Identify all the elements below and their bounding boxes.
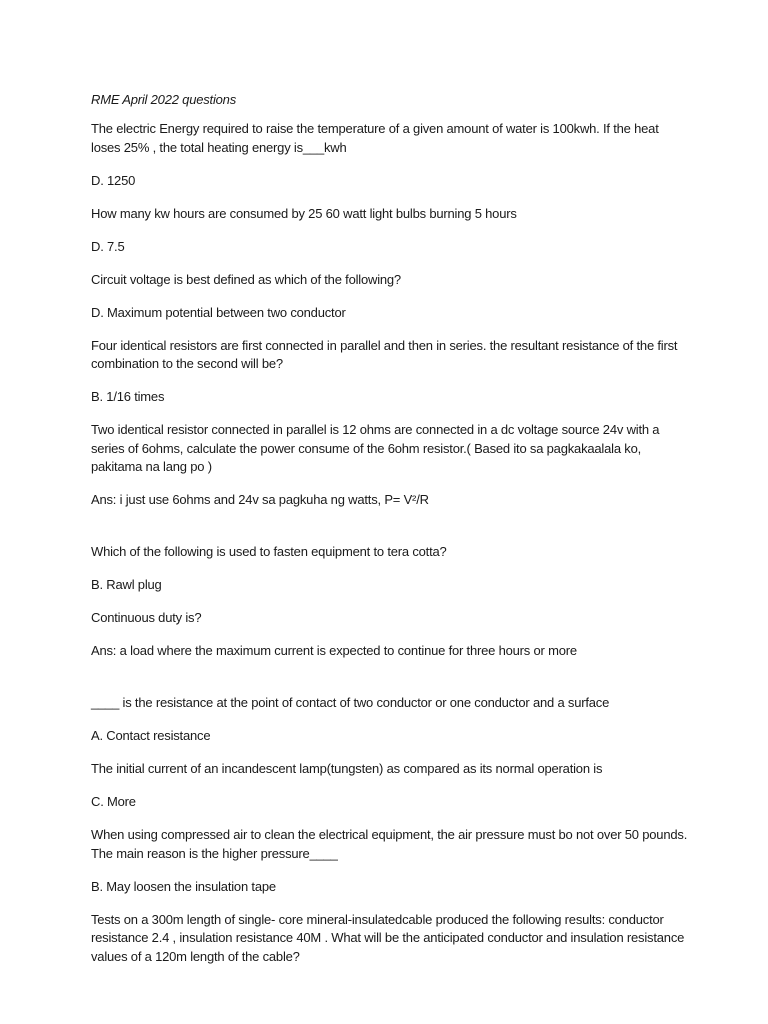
question-5: Two identical resistor connected in parallel is 12 ohms are connected in a dc voltage source 24v with a series of 6ohms, calculate the power consume of the 6ohm resistor.( Based ito sa pagkakaalala ko, pakitama na lang po ) (91, 422, 660, 474)
answer-3: D. Maximum potential between two conductor (91, 304, 346, 320)
answer-4: B. 1/16 times (91, 389, 165, 404)
answer-8: A. Contact resistance (91, 728, 211, 743)
answer-2: D. 7.5 (91, 238, 125, 254)
question-10: When using compressed air to clean the electrical equipment, the air pressure must bo not over 50 pounds. The main reason is the higher pressure____ (91, 827, 688, 861)
question-3: Circuit voltage is best defined as which of the following? (91, 271, 401, 287)
document-body (91, 120, 691, 981)
answer-10: B. May loosen the insulation tape (91, 878, 276, 894)
answer-1: D. 1250 (91, 172, 136, 188)
blank-line (91, 524, 691, 543)
question-2: How many kw hours are consumed by 25 60 watt light bulbs burning 5 hours (91, 205, 517, 221)
question-8: ____ is the resistance at the point of contact of two conductor or one conductor and a surface (91, 695, 610, 710)
question-11: Tests on a 300m length of single- core mineral-insulatedcable produced the following results: conductor resistance 2.4 , insulation resistance 40M . What will be the anticipated conductor and insulation resistance values of a 120m length of the cable? (91, 911, 685, 964)
document-title: RME April 2022 questions (91, 92, 237, 107)
question-4: Four identical resistors are first connected in parallel and then in series. the resultant resistance of the first combination to the second will be? (91, 337, 678, 371)
answer-6: B. Rawl plug (91, 577, 162, 592)
question-6: Which of the following is used to fasten equipment to tera cotta? (91, 544, 447, 559)
answer-5: Ans: i just use 6ohms and 24v sa pagkuha ng watts, P= V²/R (91, 492, 429, 507)
question-9: The initial current of an incandescent lamp(tungsten) as compared as its normal operation is (91, 761, 603, 776)
blank-line (91, 675, 691, 694)
answer-9: C. More (91, 794, 136, 809)
question-7: Continuous duty is? (91, 610, 202, 625)
question-1: The electric Energy required to raise the temperature of a given amount of water is 100kwh. If the heat loses 25% , the total heating energy is___kwh (91, 121, 659, 155)
answer-7: Ans: a load where the maximum current is expected to continue for three hours or more (91, 643, 577, 658)
